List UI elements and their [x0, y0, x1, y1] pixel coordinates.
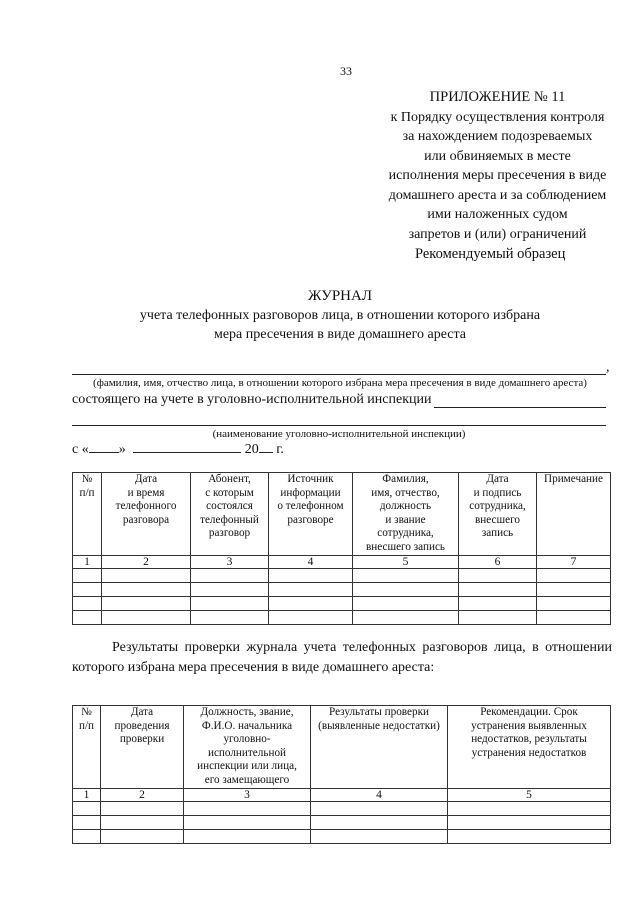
header-line: разговоре: [287, 513, 334, 526]
name-caption: (фамилия, имя, отчество лица, в отношении которого избрана мера пресечения в виде домашнего ареста): [93, 377, 587, 389]
header-line: (выявленные недостатки): [318, 719, 440, 732]
header-line: проведения: [114, 719, 170, 732]
col-header-datetime: [102, 473, 191, 556]
name-field-line[interactable]: [72, 374, 606, 375]
date-prefix: с «: [72, 442, 89, 457]
header-line: п/п: [79, 486, 95, 499]
table-cell[interactable]: [537, 583, 611, 597]
header-line: инспекции или лица,: [197, 760, 297, 772]
table-cell[interactable]: [73, 830, 101, 844]
header-line: с которым: [205, 486, 254, 499]
header-line: и подпись: [473, 486, 522, 499]
results-paragraph-text: Результаты проверки журнала учета телефонных разговоров лица, в отношении которого избрана мера пресечения в виде домашнего ареста:: [72, 640, 612, 675]
header-line: устранения выявленных: [471, 719, 587, 732]
table-cell[interactable]: [73, 597, 102, 611]
column-number: 5: [353, 556, 459, 569]
header-line: Фамилия,: [382, 473, 429, 485]
journal-subtitle-line: мера пресечения в виде домашнего ареста: [213, 327, 467, 342]
header-line: разговор: [208, 527, 251, 539]
appendix-line: запретов и (или) ограничений: [408, 226, 587, 242]
table-cell[interactable]: [353, 569, 459, 583]
header-line: запись: [481, 527, 514, 539]
header-line: №: [81, 706, 92, 718]
header-line: исполнительной: [207, 746, 287, 759]
results-paragraph: [72, 638, 612, 678]
header-line: о телефонном: [277, 500, 344, 512]
table-cell[interactable]: [459, 597, 537, 611]
table-cell[interactable]: [311, 802, 448, 816]
column-number: 3: [191, 556, 269, 569]
column-number: 1: [73, 789, 101, 802]
table-cell[interactable]: [353, 583, 459, 597]
date-day-field[interactable]: [89, 440, 119, 453]
header-line: и звание: [385, 513, 426, 526]
inspection-caption: (наименование уголовно-исполнительной инспекции): [212, 428, 466, 440]
name-field-comma: ,: [606, 360, 610, 375]
table-cell[interactable]: [448, 830, 611, 844]
appendix-line: исполнения меры пресечения в виде: [388, 168, 607, 183]
table-cell[interactable]: [101, 816, 184, 830]
table-cell[interactable]: [101, 830, 184, 844]
col-header-check-results: [311, 706, 448, 789]
journal-subtitle: [60, 306, 620, 344]
header-line: Ф.И.О. начальника: [201, 719, 293, 732]
column-number-row: [73, 789, 611, 802]
header-line: уголовно-: [223, 733, 271, 745]
table-row: [73, 830, 611, 844]
table-cell[interactable]: [353, 611, 459, 625]
appendix-header: [375, 88, 620, 244]
table-header-row: [73, 473, 611, 556]
date-mid: »: [118, 442, 126, 457]
header-line: сотрудника,: [377, 527, 434, 539]
col-header-subscriber: [191, 473, 269, 556]
table-row: [73, 569, 611, 583]
column-number: 7: [537, 556, 611, 569]
header-line: разговора: [122, 513, 170, 526]
sample-label: Рекомендуемый образец: [415, 246, 566, 262]
table-cell[interactable]: [191, 597, 269, 611]
header-line: имя, отчество,: [371, 486, 440, 499]
table-cell[interactable]: [102, 569, 191, 583]
appendix-line: ими наложенных судом: [427, 207, 568, 222]
appendix-line: или обвиняемых в месте: [424, 148, 571, 164]
table-cell[interactable]: [311, 830, 448, 844]
table-row: [73, 816, 611, 830]
column-number: 1: [73, 556, 102, 569]
column-number: 4: [269, 556, 353, 569]
table-cell[interactable]: [102, 611, 191, 625]
header-line: Абонент,: [208, 473, 251, 485]
table-cell[interactable]: [448, 802, 611, 816]
header-line: Примечание: [544, 473, 603, 485]
table-cell[interactable]: [184, 816, 311, 830]
registered-text: состоящего на учете в уголовно-исполнительной инспекции: [72, 392, 432, 407]
table-cell[interactable]: [459, 611, 537, 625]
table-row: [73, 802, 611, 816]
header-line: сотрудника,: [469, 500, 526, 512]
header-line: его замещающего: [204, 773, 290, 786]
table-cell[interactable]: [73, 569, 102, 583]
inspection-field-line-2[interactable]: [72, 425, 606, 426]
header-line: должность: [379, 500, 432, 512]
table-cell[interactable]: [102, 597, 191, 611]
table-cell[interactable]: [73, 816, 101, 830]
column-number: 2: [101, 789, 184, 802]
appendix-line: за нахождением подозреваемых: [402, 129, 593, 144]
journal-title: ЖУРНАЛ: [307, 288, 373, 304]
header-line: Дата: [130, 706, 154, 718]
col-header-note: [537, 473, 611, 556]
col-header-number: [73, 473, 102, 556]
table-cell[interactable]: [191, 611, 269, 625]
table-header-row: [73, 706, 611, 789]
table-cell[interactable]: [269, 611, 353, 625]
header-line: Источник: [287, 473, 334, 485]
header-line: телефонного: [115, 500, 177, 512]
table-cell[interactable]: [448, 816, 611, 830]
header-line: внесшего: [475, 513, 520, 526]
table-cell[interactable]: [73, 802, 101, 816]
column-number: 5: [448, 789, 611, 802]
header-line: устранения недостатков: [471, 746, 587, 759]
column-number: 2: [102, 556, 191, 569]
table-cell[interactable]: [459, 583, 537, 597]
phone-calls-table: [72, 472, 611, 625]
table-row: [73, 597, 611, 611]
appendix-line: к Порядку осуществления контроля: [390, 109, 605, 125]
col-header-signature: [459, 473, 537, 556]
table-cell[interactable]: [101, 802, 184, 816]
column-number: 6: [459, 556, 537, 569]
date-year-prefix: 20: [244, 442, 259, 457]
header-line: Рекомендации. Срок: [480, 706, 578, 718]
inspection-field-line-1[interactable]: [434, 407, 606, 408]
date-year-field[interactable]: [259, 440, 273, 453]
table-cell[interactable]: [269, 597, 353, 611]
header-line: Дата: [134, 473, 158, 485]
table-cell[interactable]: [537, 597, 611, 611]
table-cell[interactable]: [73, 583, 102, 597]
column-number-row: [73, 556, 611, 569]
col-header-inspector: [184, 706, 311, 789]
col-header-employee: [353, 473, 459, 556]
header-line: телефонный: [200, 513, 259, 526]
date-suffix: г.: [276, 442, 284, 457]
header-line: п/п: [78, 719, 95, 732]
table-cell[interactable]: [191, 569, 269, 583]
inspection-results-table: [72, 705, 611, 844]
col-header-recommendations: [448, 706, 611, 789]
header-line: состоялся: [206, 500, 253, 512]
table-cell[interactable]: [269, 569, 353, 583]
table-cell[interactable]: [537, 569, 611, 583]
header-line: внесшего запись: [365, 540, 446, 553]
table-cell[interactable]: [73, 611, 102, 625]
col-header-check-date: [101, 706, 184, 789]
table-cell[interactable]: [353, 597, 459, 611]
header-line: информации: [280, 486, 341, 499]
column-number: 3: [184, 789, 311, 802]
page-number: 33: [340, 64, 352, 78]
table-row: [73, 611, 611, 625]
appendix-title: ПРИЛОЖЕНИЕ № 11: [429, 89, 566, 105]
table-cell[interactable]: [184, 830, 311, 844]
appendix-line: домашнего ареста и за соблюдением: [388, 187, 607, 203]
table-cell[interactable]: [184, 802, 311, 816]
header-line: Дата: [486, 473, 509, 485]
table-cell[interactable]: [269, 583, 353, 597]
header-line: проверки: [119, 733, 165, 745]
table-cell[interactable]: [311, 816, 448, 830]
col-header-source: [269, 473, 353, 556]
table-cell[interactable]: [537, 611, 611, 625]
journal-subtitle-line: учета телефонных разговоров лица, в отношении которого избрана: [139, 308, 541, 323]
date-month-field[interactable]: [133, 440, 241, 453]
header-line: и время: [127, 486, 165, 499]
column-number: 4: [311, 789, 448, 802]
table-cell[interactable]: [191, 583, 269, 597]
header-line: недостатков, результаты: [471, 733, 587, 745]
date-row: [72, 440, 284, 458]
header-line: №: [81, 473, 93, 485]
table-row: [73, 583, 611, 597]
table-cell[interactable]: [102, 583, 191, 597]
header-line: Результаты проверки: [329, 706, 429, 718]
table-cell[interactable]: [459, 569, 537, 583]
col-header-number: [73, 706, 101, 789]
header-line: Должность, звание,: [200, 706, 294, 718]
